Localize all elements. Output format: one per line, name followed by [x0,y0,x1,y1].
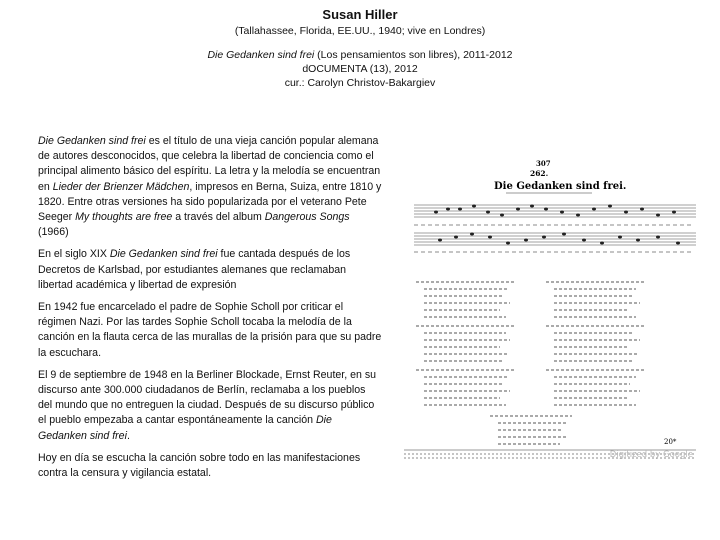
verse-columns [416,282,646,444]
work-title: Die Gedanken sind frei [207,49,315,61]
staff-2 [414,233,696,245]
curator-line: cur.: Carolyn Christov-Bakargiev [284,77,436,89]
text-run: , impresos en Berna, Suiza, entre 1810 y 1820. Entre otras versiones ha sido popularizada por el veterano Pete Seeger [38,180,382,224]
document-header [0,6,720,90]
paragraph-4 [38,368,382,444]
song-title-ref: Die Gedanken sind frei [38,414,332,442]
score-page-number: 307 [536,159,551,168]
sheet-music-image [396,144,703,463]
author-bio: (Tallahassee, Florida, EE.UU., 1940; vive en Londres) [234,25,486,37]
score-page-footer: 20* [664,438,677,446]
work-title-line [0,48,720,62]
header-spacer [0,38,720,48]
work-title-rest: (Los pensamientos son libres), 2011-2012 [314,49,513,61]
text-run: (1966) [38,226,69,239]
paragraph-2 [38,247,382,293]
text-run: fue cantada después de los Decretos de Karlsbad, por estudiantes alemanes que reclamaban libertad académica y libertad de expresión [38,248,351,291]
paragraph-1 [38,134,382,240]
sheet-music-scan [396,144,703,463]
staff-1 [414,205,696,217]
body-text [38,134,382,488]
text-run: En el siglo XIX [38,248,110,261]
source-title: Lieder der Brienzer Mädchen [52,180,190,193]
paragraph-3: En 1942 fue encarcelado el padre de Sophie Scholl por criticar el régimen Nazi. Por las tardes Sophie Scholl tocaba la melodía de la canción en la flauta cerca de las murallas de la prisión para que su padre la escuchara. [38,301,382,359]
notes-2 [438,233,680,245]
song-title-ref: Die Gedanken sind frei [38,135,146,147]
text-run: El 9 de septiembre de 1948 en la Berliner Blockade, Ernst Reuter, en su discurso ante 300.000 ciudadanos de Berlín, reclamaba a los pueblos del mundo que no entreguen la ciudad. Después de su discurso público el pueblo empezaba a cantar espontáneamente la canción [38,368,377,427]
song-title-ref: Die Gedanken sind frei [109,248,218,261]
album-title: Dangerous Songs [264,211,350,224]
score-song-title: Die Gedanken sind frei. [494,181,627,192]
text-run: es el título de una vieja canción popular alemana de autores desconocidos, que celebra la libertad de conciencia como el principal alimento básico del espíritu. La letra y la melodía se encuentran en [38,135,381,193]
text-run: . [126,429,130,442]
text-run: a través del album [172,211,265,224]
author-name: Susan Hiller [322,7,398,22]
digitized-watermark: Digitized by Google [609,450,693,460]
notes-1 [434,205,676,217]
paragraph-5: Hoy en día se escucha la canción sobre todo en las manifestaciones contra la censura y vigilancia estatal. [38,451,361,480]
exhibition-name: dOCUMENTA (13), 2012 [302,63,418,75]
version-title: My thoughts are free [75,211,173,224]
score-song-number: 262. [530,169,549,178]
